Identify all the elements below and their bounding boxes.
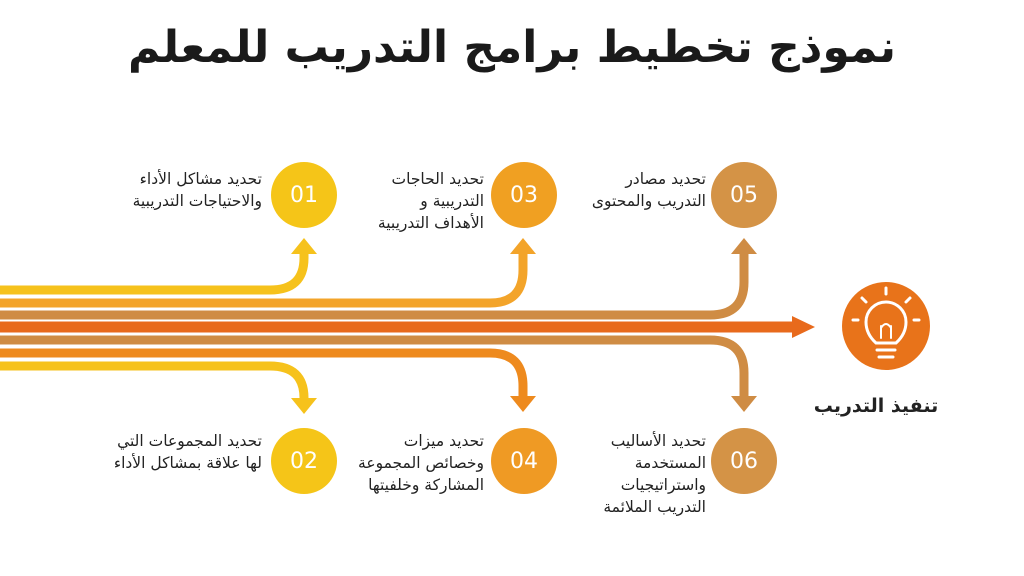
step-05-badge — [711, 162, 777, 228]
arrowhead-01 — [291, 238, 317, 254]
arrow-02 — [0, 366, 304, 400]
step-03-label: تحديد الحاجات التدريبية و الأهداف التدريبية — [377, 170, 484, 232]
arrowhead-center — [792, 316, 815, 338]
step-03-text — [300, 168, 484, 234]
arrow-04 — [0, 353, 523, 398]
step-03-number: 03 — [510, 182, 538, 208]
step-02-label: تحديد المجموعات التي لها علاقة بمشاكل الأداء — [113, 432, 262, 472]
arrow-03 — [0, 250, 523, 303]
step-02-text — [60, 430, 262, 474]
step-06-label: تحديد الأساليب المستخدمة واستراتيجيات التدريب الملائمة — [603, 432, 706, 516]
arrow-01 — [0, 250, 304, 290]
arrowhead-05 — [731, 238, 757, 254]
step-01-text — [60, 168, 262, 212]
step-06-badge — [711, 428, 777, 494]
step-04-number: 04 — [510, 448, 538, 474]
step-01-number: 01 — [290, 182, 318, 208]
arrowhead-06 — [731, 396, 757, 412]
goal-label: تنفيذ التدريب — [813, 395, 939, 417]
arrowhead-03 — [510, 238, 536, 254]
step-04-label: تحديد ميزات وخصائص المجموعة المشاركة وخلفيتها — [358, 432, 484, 494]
step-05-number: 05 — [730, 182, 758, 208]
step-04-text — [300, 430, 484, 496]
step-05-label: تحديد مصادر التدريب والمحتوى — [591, 170, 706, 210]
arrowhead-04 — [510, 396, 536, 412]
step-01-label: تحديد مشاكل الأداء والاحتياجات التدريبية — [132, 170, 262, 210]
step-06-text — [540, 430, 706, 518]
step-06-number: 06 — [730, 448, 758, 474]
step-02-number: 02 — [290, 448, 318, 474]
arrowhead-02 — [291, 398, 317, 414]
page-title: نموذج تخطيط برامج التدريب للمعلم — [128, 22, 896, 73]
step-05-text — [540, 168, 706, 212]
